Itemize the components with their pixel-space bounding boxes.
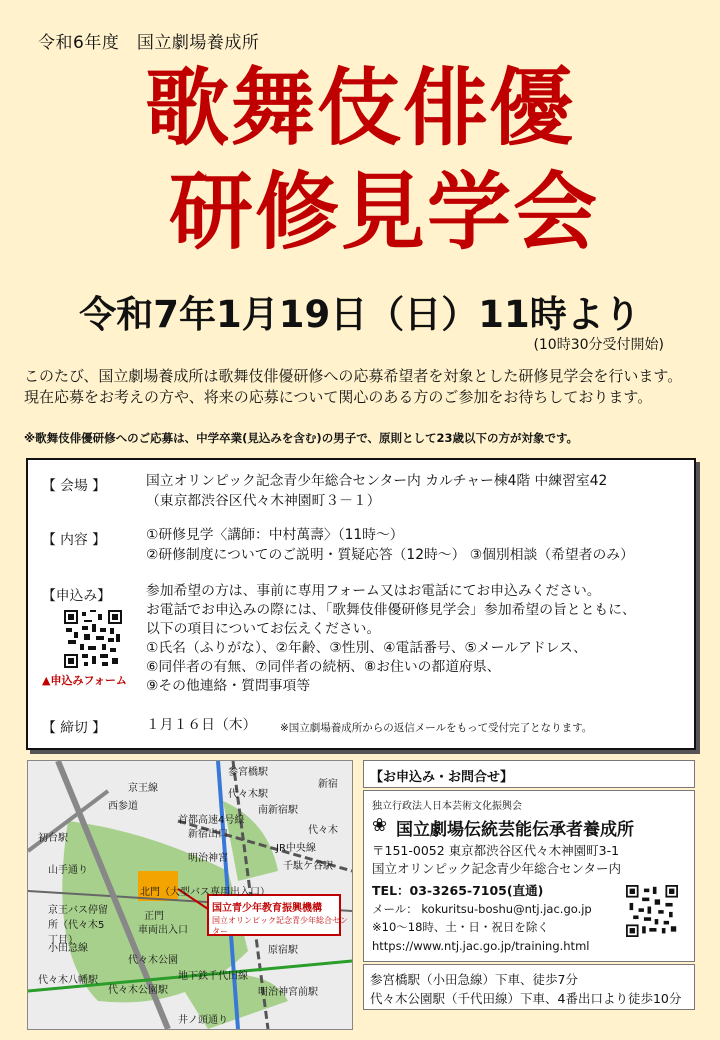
- org-crest-icon: ❀: [372, 815, 388, 836]
- map-label-vehicle-entrance: 車両出入口: [138, 925, 188, 936]
- apply-line: 参加希望の方は、事前に専用フォーム又はお電話にてお申込みください。: [146, 583, 601, 599]
- venue-line-1: 国立オリンピック記念青少年総合センター内 カルチャー棟4階 中練習室42: [146, 473, 608, 489]
- address-line-1: 〒151-0052 東京都渋谷区代々木神園町3-1: [372, 843, 620, 858]
- content-label: 【 内容 】: [42, 532, 106, 548]
- map-label-shinjuku-exit: 新宿出口: [188, 829, 228, 840]
- website-qr-code[interactable]: [626, 885, 678, 937]
- contact-hours: ※10～18時、土・日・祝日を除く: [372, 920, 549, 934]
- access-map: [27, 760, 353, 1030]
- title-line-2: 研修見学会: [168, 162, 599, 261]
- apply-line: ⑥同伴者の有無、⑦同伴者の続柄、⑧お住いの都道府県、: [146, 659, 501, 675]
- map-label-north-gate: 北門（大型バス専用出入口）: [140, 887, 270, 898]
- org-parent: 独立行政法人日本芸術文化振興会: [372, 801, 522, 812]
- apply-line: ⑨その他連絡・質問事項等: [146, 678, 311, 694]
- map-label-nishisando: 西参道: [108, 801, 138, 812]
- contact-url[interactable]: https://www.ntj.jac.go.jp/training.html: [372, 939, 590, 953]
- deadline-label: 【 締切 】: [42, 720, 106, 736]
- map-label-minami-shinjuku: 南新宿駅: [258, 805, 298, 816]
- map-label-shuto: 首都高速4号線: [178, 815, 245, 826]
- venue-line-2: （東京都渋谷区代々木神園町３－１）: [146, 493, 381, 509]
- map-callout-line-1: 国立青少年教育振興機構: [212, 903, 322, 914]
- content-line-1: ①研修見学〈講師：中村萬壽〉（11時～）: [146, 527, 404, 543]
- map-label-jr: JR中央線: [276, 843, 316, 854]
- org-name: 国立劇場伝統芸能伝承者養成所: [396, 820, 634, 840]
- info-box: [26, 458, 696, 750]
- apply-form-caption: ▲申込みフォーム: [42, 674, 127, 687]
- access-line-1: 参宮橋駅（小田急線）下車、徒歩7分: [370, 972, 578, 987]
- map-label-keio: 京王線: [128, 783, 158, 794]
- map-label-shinjuku: 新宿: [318, 779, 338, 790]
- map-label-sendagaya: 千駄ケ谷駅: [283, 861, 333, 872]
- map-label-yoyogi-park: 代々木公園: [128, 955, 178, 966]
- deadline-note: ※国立劇場養成所からの返信メールをもって受付完了となります。: [280, 722, 593, 734]
- map-label-yoyogi-station: 代々木駅: [228, 789, 268, 800]
- access-line-2: 代々木公園駅（千代田線）下車、4番出口より徒歩10分: [370, 991, 682, 1006]
- access-box: [363, 964, 695, 1010]
- apply-form-qr-code[interactable]: [64, 610, 122, 668]
- map-label-main-gate: 正門: [144, 911, 164, 922]
- contact-tel[interactable]: TEL：03-3265-7105(直通): [372, 883, 544, 898]
- apply-line: お電話でお申込みの際には、「歌舞伎俳優研修見学会」参加希望の旨とともに、: [146, 602, 636, 618]
- contact-header-box: [363, 760, 695, 788]
- map-label-meiji-jingumae: 明治神宮前駅: [258, 987, 318, 998]
- content-line-2: ②研修制度についてのご説明・質疑応答（12時～） ③個別相談（希望者のみ）: [146, 547, 634, 563]
- map-label-keio-bus: 京王バス停留所（代々木5丁目）: [48, 905, 108, 946]
- apply-line: ①氏名（ふりがな）、②年齢、③性別、④電話番号、⑤メールアドレス、: [146, 640, 587, 656]
- map-label-odakyu: 小田急線: [48, 943, 88, 954]
- year-line: 令和6年度 国立劇場養成所: [38, 33, 260, 53]
- contact-box: [363, 790, 695, 962]
- contact-header: 【お申込み・お問合せ】: [370, 770, 514, 785]
- eligibility-note: ※歌舞伎俳優研修へのご応募は、中学卒業(見込みを含む)の男子で、原則として23歳以下の方が対象です。: [24, 431, 579, 445]
- map-callout-line-2: 国立オリンピック記念青少年総合センター: [212, 916, 348, 936]
- contact-email[interactable]: メール： kokuritsu-boshu@ntj.jac.go.jp: [372, 902, 592, 916]
- deadline-value: １月１６日（木）: [146, 717, 257, 733]
- map-label-chiyoda: 地下鉄千代田線: [178, 971, 248, 982]
- map-label-yamate: 山手通り: [48, 865, 88, 876]
- map-label-yoyogi-koen-st: 代々木公園駅: [108, 985, 168, 996]
- map-label-yoyogi-hachiman: 代々木八幡駅: [38, 975, 98, 986]
- apply-label: 【申込み】: [42, 588, 111, 604]
- venue-label: 【 会場 】: [42, 478, 106, 494]
- reception-time: (10時30分受付開始): [533, 337, 664, 353]
- address-line-2: 国立オリンピック記念青少年総合センター内: [372, 861, 622, 876]
- map-label-sangubashi: 参宮橋駅: [228, 767, 268, 778]
- apply-line: 以下の項目についてお伝えください。: [146, 621, 381, 637]
- intro-text: このたび、国立劇場養成所は歌舞伎俳優研修への応募希望者を対象とした研修見学会を行います。現在応募をお考えの方や、将来の応募について関心のある方のご参加をお待ちしております。: [24, 367, 683, 406]
- map-label-yoyogi: 代々木: [308, 825, 338, 836]
- event-date: 令和7年1月19日（日）11時より: [79, 293, 641, 336]
- map-label-meijijingu: 明治神宮: [188, 853, 228, 864]
- map-label-harajuku: 原宿駅: [268, 945, 298, 956]
- map-label-hatsudai: 初台駅: [38, 833, 68, 844]
- map-label-inokashira: 井ノ頭通り: [178, 1015, 228, 1026]
- title-line-1: 歌舞伎俳優: [144, 58, 575, 157]
